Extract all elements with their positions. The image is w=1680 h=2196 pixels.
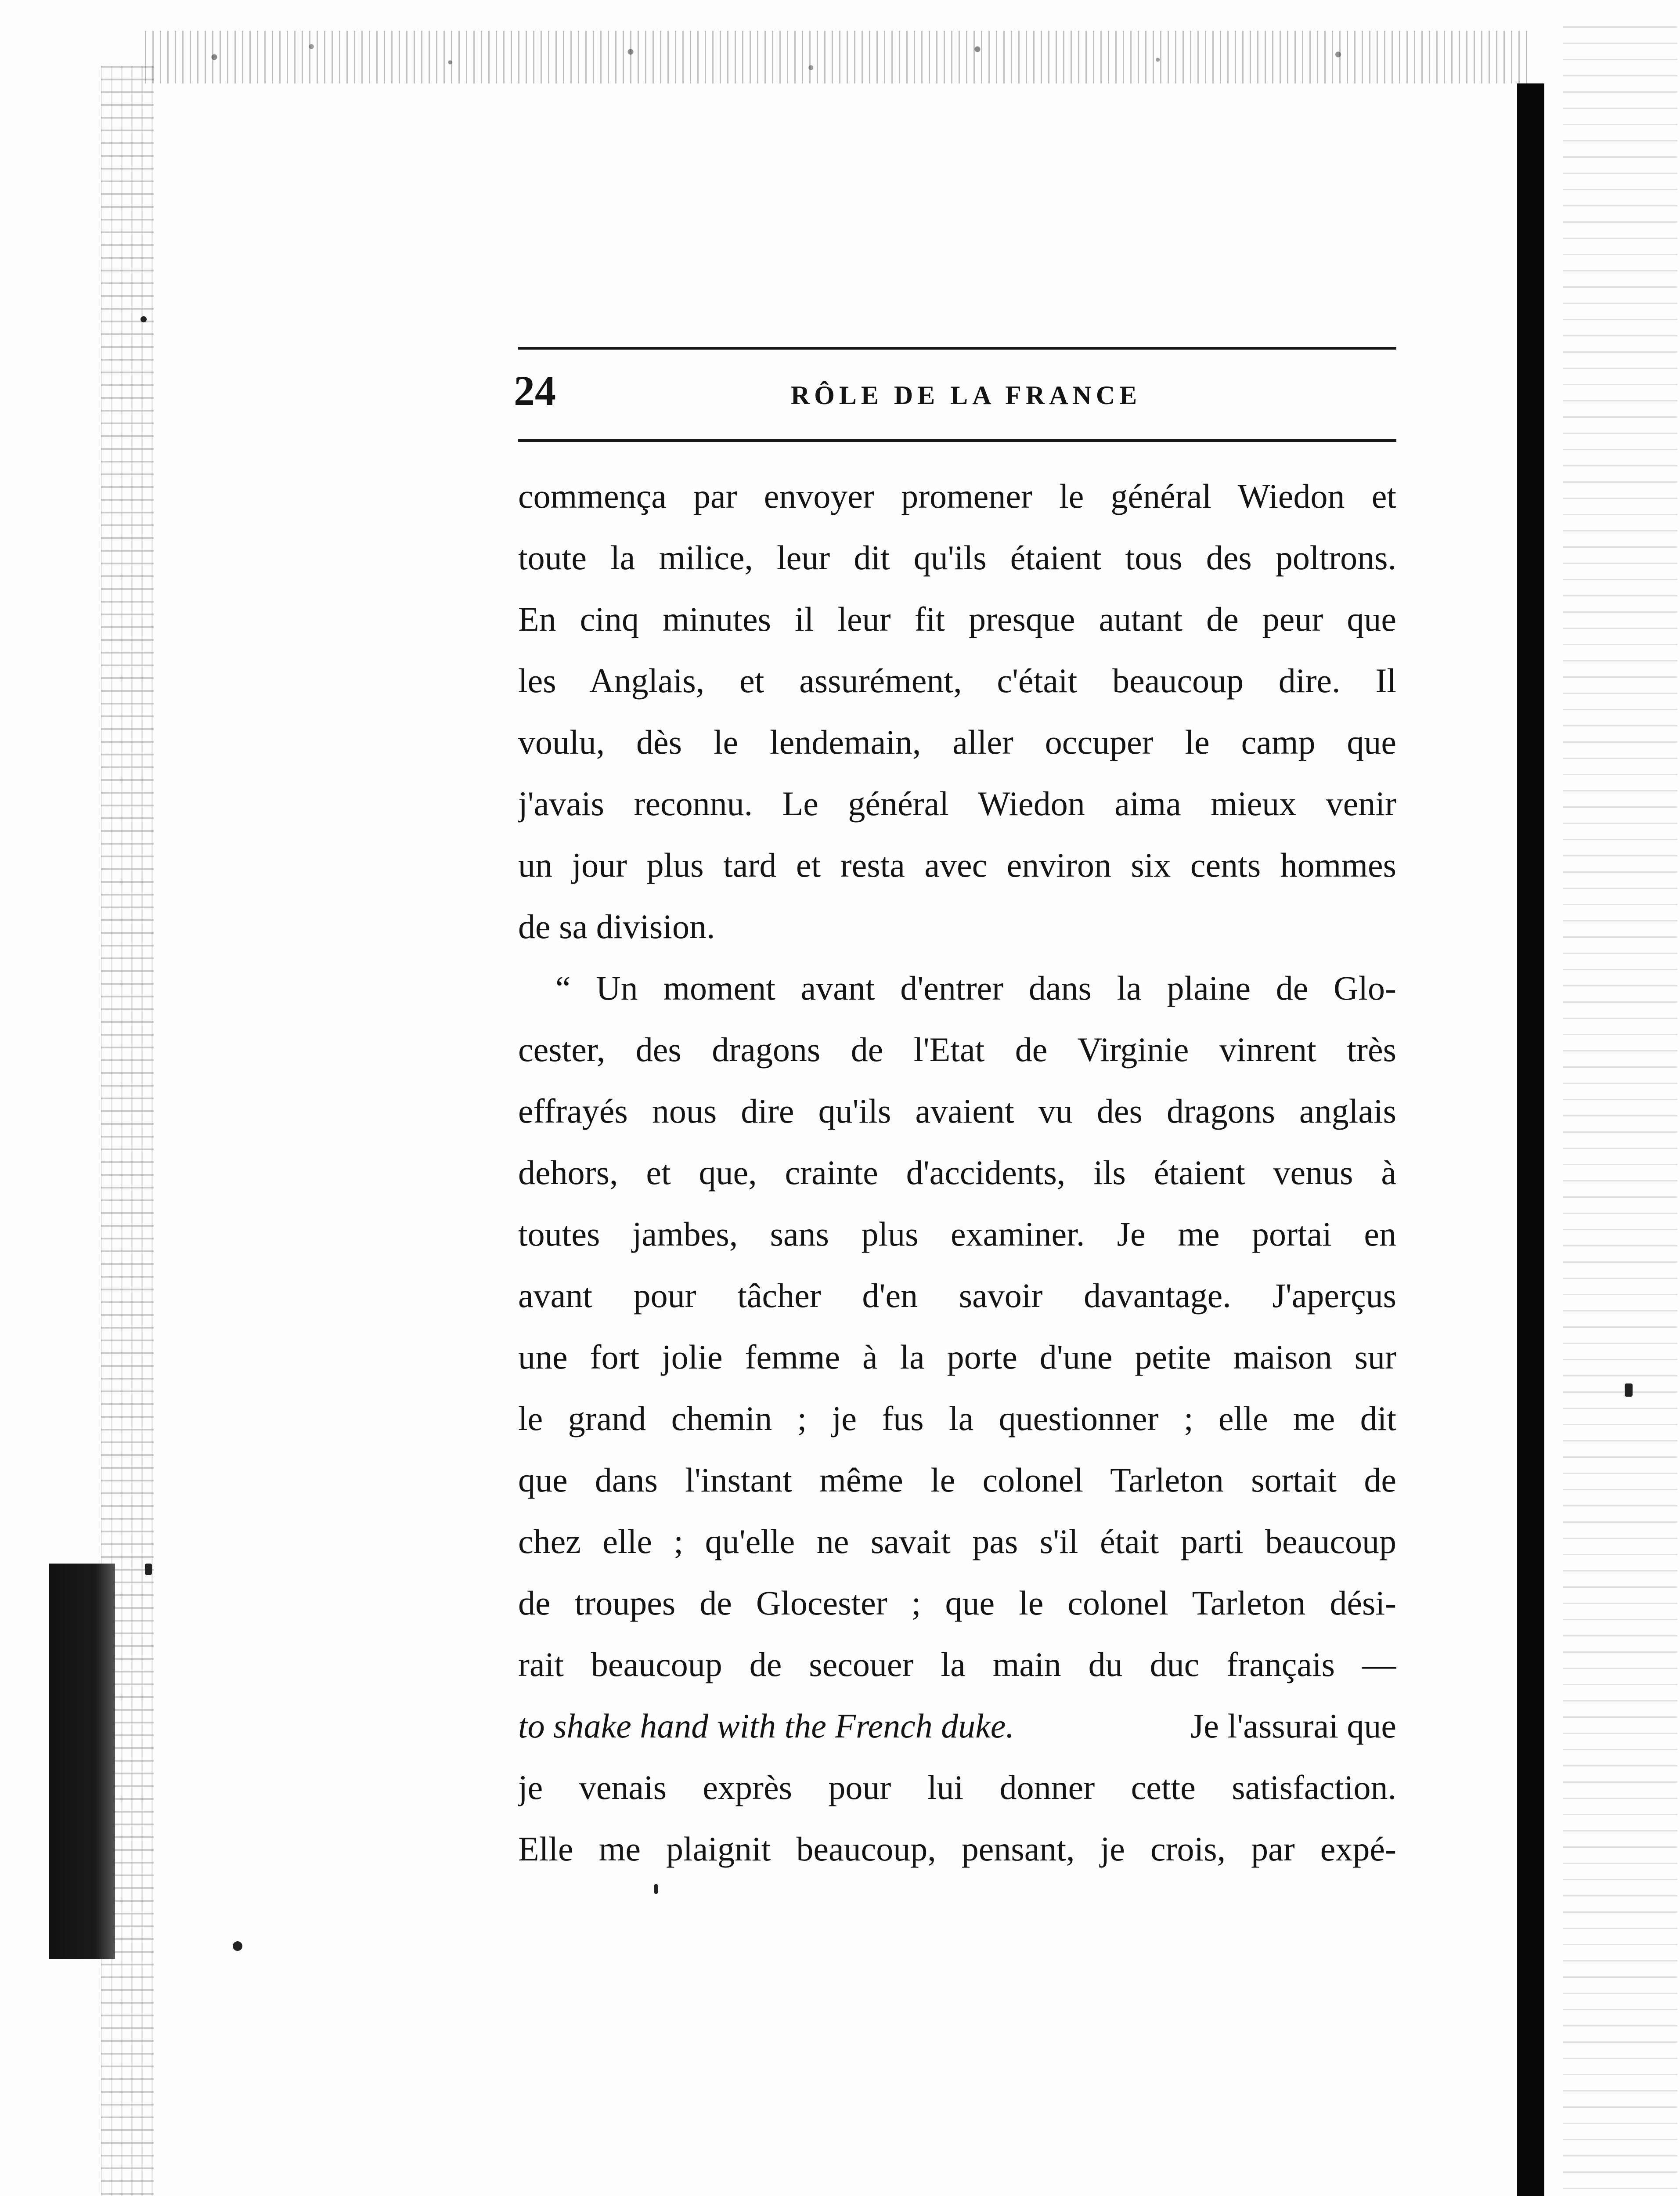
header-rule-bottom <box>518 439 1396 442</box>
running-title: RÔLE DE LA FRANCE <box>790 381 1142 410</box>
text-line: cester, des dragons de l'Etat de Virginie vinrent très <box>518 1030 1396 1069</box>
text-line: je venais exprès pour lui donner cette satisfaction. <box>518 1768 1396 1806</box>
header-rule-top <box>518 347 1396 350</box>
text-line: voulu, dès le lendemain, aller occuper le camp que <box>518 723 1396 761</box>
text-line: que dans l'instant même le colonel Tarleton sortait de <box>518 1461 1396 1499</box>
text-line: de sa division. <box>518 907 715 946</box>
page-number: 24 <box>514 367 556 414</box>
text-line: un jour plus tard et resta avec environ six cents hommes <box>518 846 1396 884</box>
scan-dark-bar-right <box>1517 83 1544 2196</box>
text-line <box>518 1704 1396 1748</box>
text-line: toutes jambes, sans plus examiner. Je me portai en <box>518 1215 1396 1253</box>
speck <box>141 316 147 322</box>
text-line: avant pour tâcher d'en savoir davantage. J'aperçus <box>518 1276 1396 1315</box>
speck <box>233 1941 242 1951</box>
text-fragment: Je l'assurai que <box>1190 1707 1396 1745</box>
text-line: rait beaucoup de secouer la main du duc français — <box>518 1645 1396 1683</box>
text-line: chez elle ; qu'elle ne savait pas s'il était parti beaucoup <box>518 1522 1396 1560</box>
text-line: commença par envoyer promener le général Wiedon et <box>518 477 1396 515</box>
scan-dark-bar-left <box>49 1564 115 1959</box>
text-line: le grand chemin ; je fus la questionner ; elle me dit <box>518 1399 1396 1438</box>
text-line: En cinq minutes il leur fit presque autant de peur que <box>518 600 1396 638</box>
text-line: les Anglais, et assurément, c'était beaucoup dire. Il <box>518 661 1396 700</box>
scan-noise-right <box>1563 26 1677 2196</box>
speck <box>145 1564 152 1575</box>
italic-phrase: to shake hand with the French duke. <box>518 1707 1015 1745</box>
text-line: Elle me plaignit beaucoup, pensant, je crois, par expé- <box>518 1830 1396 1868</box>
speck <box>654 1884 658 1894</box>
text-line: j'avais reconnu. Le général Wiedon aima mieux venir <box>518 784 1396 823</box>
text-line: dehors, et que, crainte d'accidents, ils étaient venus à <box>518 1153 1396 1192</box>
scan-noise-top <box>145 31 1532 83</box>
text-line: toute la milice, leur dit qu'ils étaient tous des poltrons. <box>518 538 1396 577</box>
text-line: effrayés nous dire qu'ils avaient vu des dragons anglais <box>518 1092 1396 1130</box>
text-line: “ Un moment avant d'entrer dans la plaine de Glo- <box>555 969 1396 1007</box>
text-line: une fort jolie femme à la porte d'une petite maison sur <box>518 1338 1396 1376</box>
speck <box>1625 1383 1633 1397</box>
text-line: de troupes de Glocester ; que le colonel Tarleton dési- <box>518 1584 1396 1622</box>
